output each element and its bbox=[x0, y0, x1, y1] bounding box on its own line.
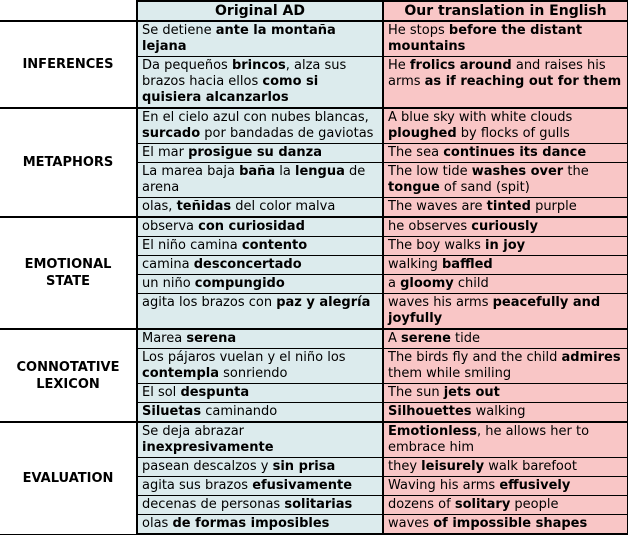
bold-segment: peacefully and joyfully bbox=[388, 295, 601, 326]
bold-segment: baffled bbox=[441, 257, 493, 272]
text-segment: olas bbox=[142, 516, 173, 531]
original-cell bbox=[137, 217, 383, 237]
bold-segment: con curiosidad bbox=[198, 219, 305, 234]
translation-cell bbox=[383, 403, 628, 423]
table-row bbox=[0, 108, 628, 144]
bold-segment: ante la montaña lejana bbox=[142, 23, 336, 54]
original-cell bbox=[137, 496, 383, 515]
bold-segment: serena bbox=[186, 331, 237, 346]
original-cell bbox=[137, 163, 383, 198]
bold-segment: Siluetas bbox=[142, 404, 202, 419]
text-segment: walking bbox=[388, 257, 442, 272]
bold-segment: tongue bbox=[388, 180, 440, 195]
text-segment: He stops bbox=[388, 23, 449, 38]
text-segment: a bbox=[388, 276, 401, 291]
translation-cell bbox=[383, 144, 628, 163]
text-segment: agita los brazos con bbox=[142, 295, 277, 310]
bold-segment: contento bbox=[241, 238, 308, 253]
translation-cell bbox=[383, 515, 628, 535]
bold-segment: of impossible shapes bbox=[433, 516, 588, 531]
bold-segment: leisurely bbox=[421, 459, 485, 474]
bold-segment: sin prisa bbox=[272, 459, 336, 474]
translation-cell bbox=[383, 275, 628, 294]
text-segment: purple bbox=[530, 199, 577, 214]
category-cell: INFERENCES bbox=[0, 21, 137, 108]
text-segment: waves bbox=[388, 516, 434, 531]
text-segment: them while smiling bbox=[388, 366, 512, 381]
text-segment: la bbox=[275, 164, 296, 179]
bold-segment: prosigue su danza bbox=[188, 145, 323, 160]
translation-cell bbox=[383, 477, 628, 496]
text-segment: El niño camina bbox=[142, 238, 242, 253]
original-cell bbox=[137, 21, 383, 57]
original-cell bbox=[137, 515, 383, 535]
text-segment: , alza sus brazos hacia ellos bbox=[142, 58, 347, 89]
text-segment: child bbox=[453, 276, 489, 291]
bold-segment: Silhouettes bbox=[388, 404, 472, 419]
translation-cell bbox=[383, 422, 628, 458]
text-segment: pasean descalzos y bbox=[142, 459, 273, 474]
bold-segment: continues its dance bbox=[443, 145, 587, 160]
text-segment: dozens of bbox=[388, 497, 455, 512]
bold-segment: teñidas bbox=[176, 199, 232, 214]
text-segment: people bbox=[510, 497, 559, 512]
original-cell bbox=[137, 458, 383, 477]
bold-segment: solitary bbox=[454, 497, 511, 512]
text-segment: El sol bbox=[142, 385, 181, 400]
text-segment: A blue sky with white clouds bbox=[388, 110, 573, 125]
bold-segment: as if reaching out for them bbox=[424, 74, 622, 89]
text-segment: The boy walks bbox=[388, 238, 485, 253]
text-segment: , he allows her to embrace him bbox=[388, 424, 590, 455]
header-translation: Our translation in English bbox=[383, 1, 628, 21]
table-row bbox=[0, 21, 628, 57]
text-segment: Waving his arms bbox=[388, 478, 500, 493]
bold-segment: effusively bbox=[499, 478, 571, 493]
bold-segment: paz y alegría bbox=[276, 295, 371, 310]
bold-segment: efusivamente bbox=[252, 478, 353, 493]
translation-cell bbox=[383, 349, 628, 384]
bold-segment: gloomy bbox=[400, 276, 454, 291]
original-cell bbox=[137, 329, 383, 349]
text-segment: La marea baja bbox=[142, 164, 240, 179]
text-segment: of sand (spit) bbox=[439, 180, 530, 195]
translation-cell bbox=[383, 496, 628, 515]
bold-segment: baña bbox=[239, 164, 276, 179]
category-cell: METAPHORS bbox=[0, 108, 137, 217]
original-cell bbox=[137, 384, 383, 403]
bold-segment: ploughed bbox=[388, 126, 457, 141]
bold-segment: tinted bbox=[486, 199, 531, 214]
text-segment: by flocks of gulls bbox=[456, 126, 570, 141]
bold-segment: jets out bbox=[443, 385, 500, 400]
bold-segment: desconcertado bbox=[193, 257, 302, 272]
text-segment: del color malva bbox=[231, 199, 336, 214]
text-segment: un niño bbox=[142, 276, 195, 291]
original-cell bbox=[137, 275, 383, 294]
bold-segment: de formas imposibles bbox=[172, 516, 330, 531]
text-segment: Los pájaros vuelan y el niño los bbox=[142, 350, 346, 365]
bold-segment: before the distant mountains bbox=[388, 23, 583, 54]
header-original: Original AD bbox=[137, 1, 383, 21]
bold-segment: brincos bbox=[231, 58, 286, 73]
text-segment: caminando bbox=[201, 404, 278, 419]
bold-segment: contempla bbox=[142, 366, 220, 381]
category-cell: EMOTIONAL STATE bbox=[0, 217, 137, 329]
translation-cell bbox=[383, 57, 628, 109]
original-cell bbox=[137, 349, 383, 384]
bold-segment: frolics around bbox=[409, 58, 512, 73]
text-segment: he observes bbox=[388, 219, 472, 234]
text-segment: En el cielo azul con nubes blancas, bbox=[142, 110, 369, 125]
text-segment: The low tide bbox=[388, 164, 472, 179]
text-segment: The birds fly and the child bbox=[388, 350, 562, 365]
category-cell: EVALUATION bbox=[0, 422, 137, 534]
text-segment: observa bbox=[142, 219, 199, 234]
bold-segment: lengua bbox=[295, 164, 345, 179]
original-cell bbox=[137, 198, 383, 218]
text-segment: de arena bbox=[142, 164, 366, 195]
translation-cell bbox=[383, 217, 628, 237]
text-segment: agita sus brazos bbox=[142, 478, 253, 493]
original-cell bbox=[137, 477, 383, 496]
bold-segment: curiously bbox=[471, 219, 538, 234]
bold-segment: admires bbox=[561, 350, 621, 365]
text-segment: tide bbox=[450, 331, 480, 346]
text-segment: The sun bbox=[388, 385, 444, 400]
text-segment: walk barefoot bbox=[484, 459, 577, 474]
text-segment: Da pequeños bbox=[142, 58, 232, 73]
translation-cell bbox=[383, 294, 628, 330]
translation-cell bbox=[383, 256, 628, 275]
table-body bbox=[0, 21, 628, 534]
text-segment: and raises his arms bbox=[388, 58, 606, 89]
original-cell bbox=[137, 108, 383, 144]
text-segment: Marea bbox=[142, 331, 187, 346]
text-segment: He bbox=[388, 58, 410, 73]
text-segment: A bbox=[388, 331, 402, 346]
text-segment: The waves are bbox=[388, 199, 487, 214]
header-row bbox=[0, 1, 628, 21]
translation-cell bbox=[383, 108, 628, 144]
category-cell: CONNOTATIVE LEXICON bbox=[0, 329, 137, 422]
text-segment: Se detiene bbox=[142, 23, 216, 38]
text-segment: waves his arms bbox=[388, 295, 493, 310]
text-segment: sonriendo bbox=[219, 366, 288, 381]
bold-segment: compungido bbox=[194, 276, 285, 291]
bold-segment: Emotionless bbox=[388, 424, 477, 439]
translation-cell bbox=[383, 163, 628, 198]
bold-segment: solitarias bbox=[284, 497, 353, 512]
text-segment: they bbox=[388, 459, 422, 474]
text-segment: the bbox=[563, 164, 589, 179]
table-row bbox=[0, 422, 628, 458]
bold-segment: in joy bbox=[485, 238, 526, 253]
bold-segment: surcado bbox=[142, 126, 201, 141]
original-cell bbox=[137, 144, 383, 163]
bold-segment: como si quisiera alcanzarlos bbox=[142, 74, 319, 105]
translation-cell bbox=[383, 458, 628, 477]
original-cell bbox=[137, 57, 383, 109]
text-segment: por bandadas de gaviotas bbox=[200, 126, 374, 141]
table-row bbox=[0, 329, 628, 349]
text-segment: The sea bbox=[388, 145, 444, 160]
bold-segment: inexpresivamente bbox=[142, 440, 274, 455]
translation-cell bbox=[383, 21, 628, 57]
bold-segment: despunta bbox=[180, 385, 250, 400]
bold-segment: serene bbox=[401, 331, 451, 346]
original-cell bbox=[137, 422, 383, 458]
original-cell bbox=[137, 294, 383, 330]
text-segment: Se deja abrazar bbox=[142, 424, 245, 439]
translation-cell bbox=[383, 237, 628, 256]
translation-cell bbox=[383, 329, 628, 349]
original-cell bbox=[137, 256, 383, 275]
text-segment: decenas de personas bbox=[142, 497, 285, 512]
text-segment: walking bbox=[471, 404, 526, 419]
text-segment: El mar bbox=[142, 145, 189, 160]
translation-cell bbox=[383, 198, 628, 218]
text-segment: camina bbox=[142, 257, 194, 272]
bold-segment: washes over bbox=[471, 164, 564, 179]
text-segment: olas, bbox=[142, 199, 177, 214]
original-cell bbox=[137, 237, 383, 256]
original-cell bbox=[137, 403, 383, 423]
header-blank-cell bbox=[0, 1, 137, 21]
table-row bbox=[0, 217, 628, 237]
translation-cell bbox=[383, 384, 628, 403]
